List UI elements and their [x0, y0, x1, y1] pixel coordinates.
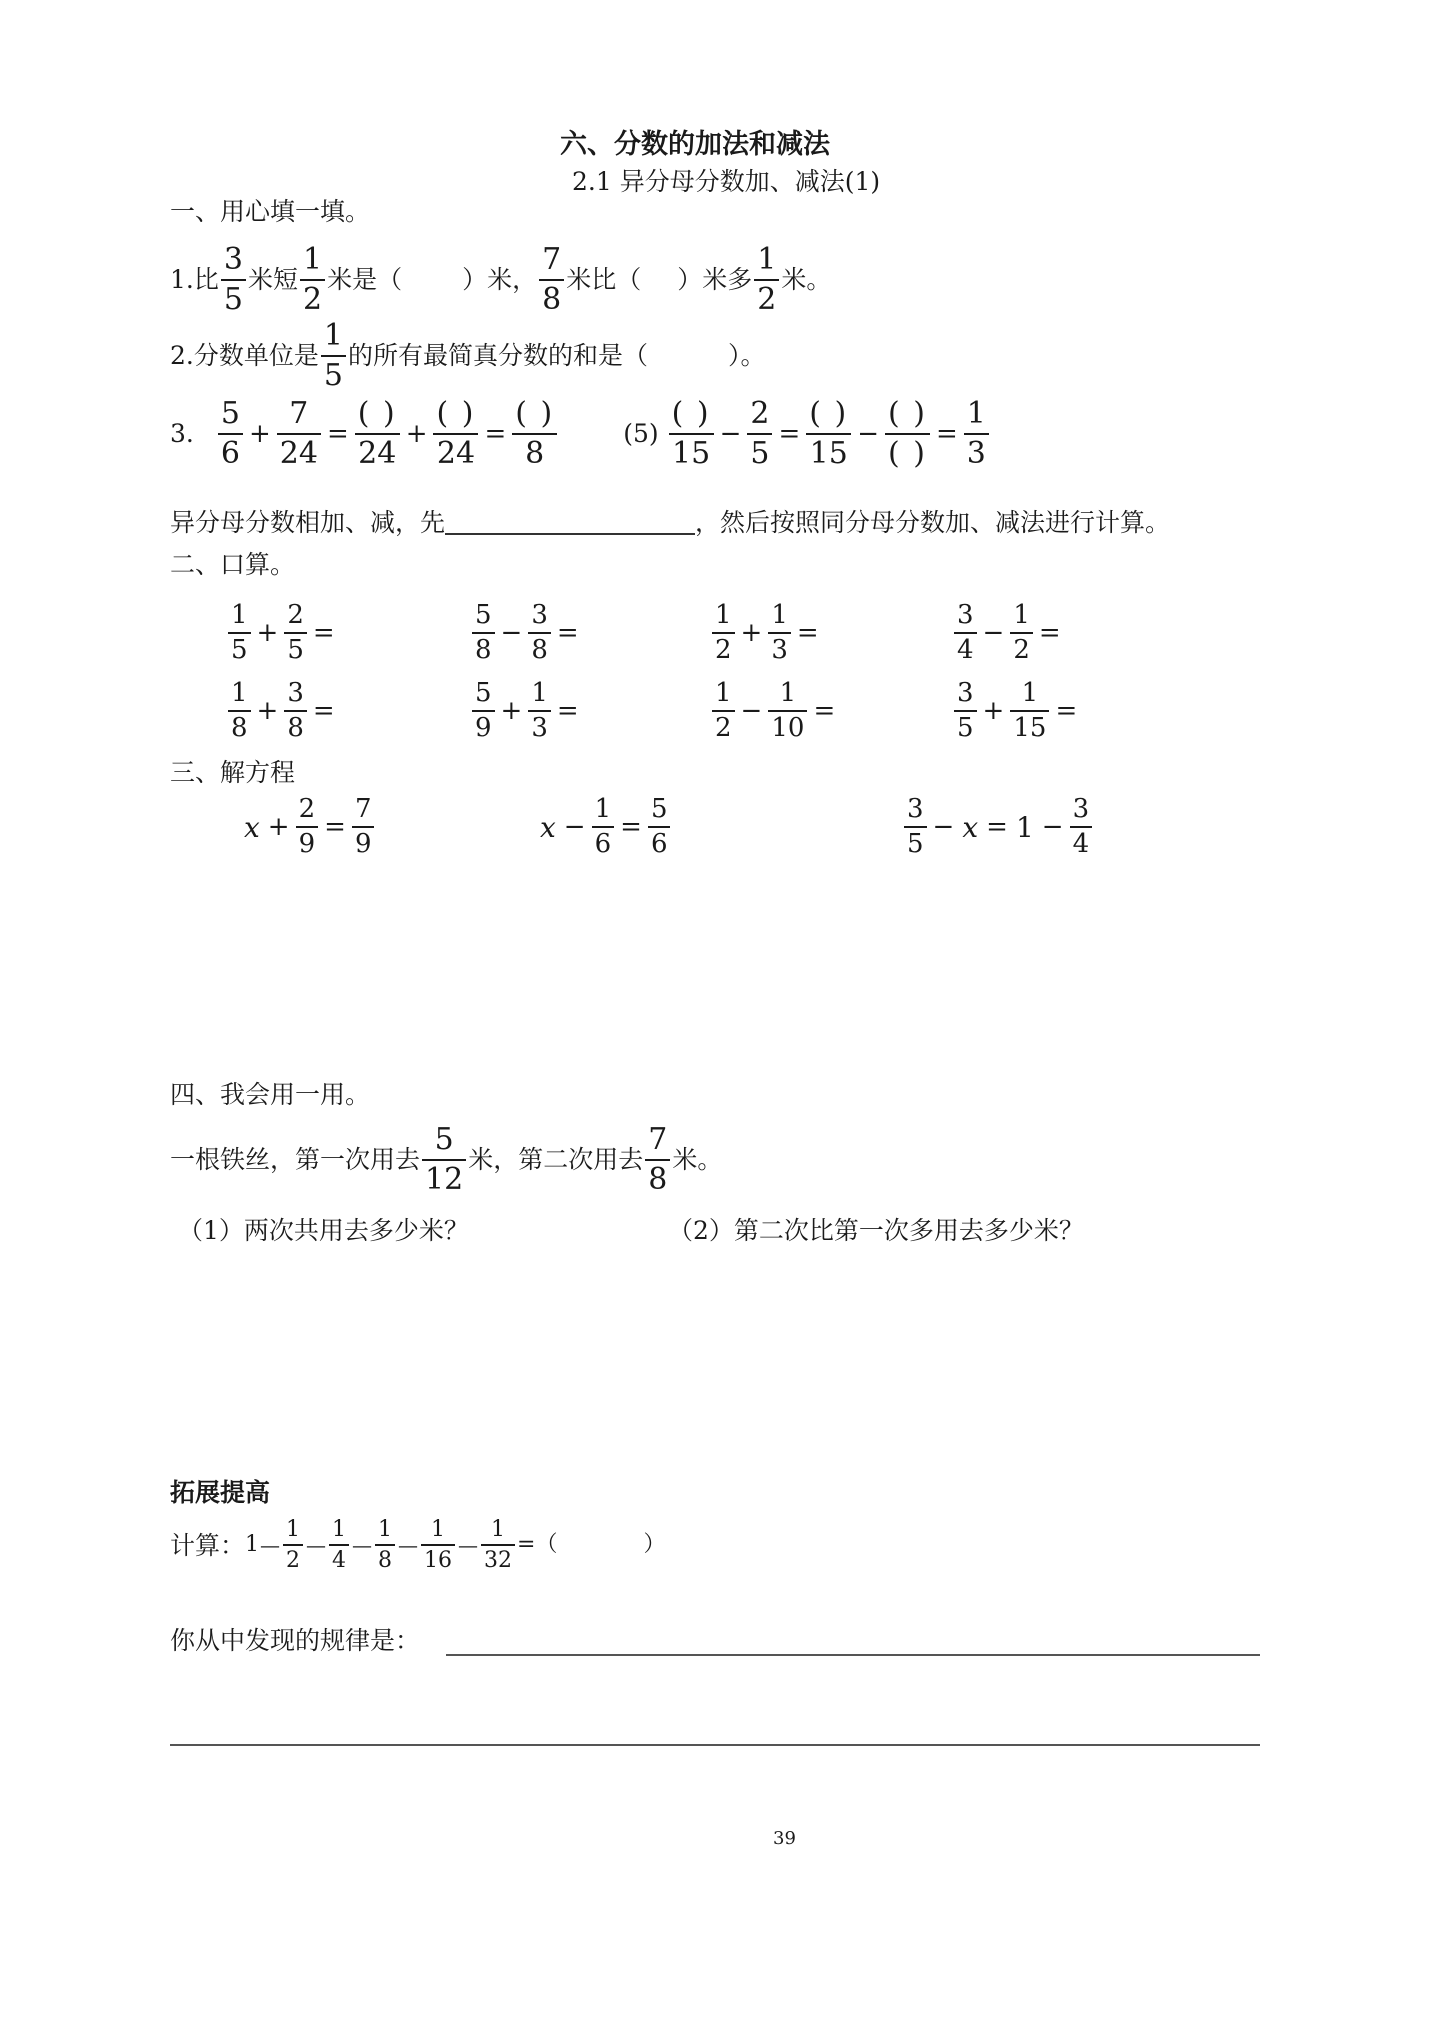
sub-question-1: （1）两次共用去多少米？: [178, 1216, 469, 1245]
fraction: $\frac{3}{8}$: [528, 602, 551, 665]
fraction: $\frac{1}{5}$: [228, 602, 251, 665]
fraction: $\frac{1}{3}$: [964, 398, 989, 469]
mental-math-problem: $\frac{1}{8}$ + $\frac{3}{8}$ =: [226, 680, 339, 743]
fraction: $\frac{1}{2}$: [754, 244, 779, 315]
fraction: $\frac{3}{5}$: [221, 244, 246, 315]
mental-math-problem: $\frac{3}{4}$ − $\frac{1}{2}$ =: [952, 602, 1065, 665]
fraction-blank[interactable]: $\frac{( )}{15}$: [669, 398, 714, 469]
fraction: $\frac{3}{5}$: [954, 680, 977, 743]
page-number: 39: [773, 1828, 796, 1849]
sub-question-2: （2）第二次比第一次多用去多少米？: [668, 1216, 1084, 1245]
mental-math-problem: $\frac{5}{8}$ − $\frac{3}{8}$ =: [470, 602, 583, 665]
fraction: $\frac{1}{32}$: [481, 1518, 515, 1572]
answer-line[interactable]: [170, 1744, 1260, 1746]
pattern-prompt: 你从中发现的规律是：: [170, 1626, 421, 1655]
fraction: $\frac{1}{2}$: [300, 244, 325, 315]
fraction: $\frac{7}{24}$: [277, 398, 321, 469]
fraction: $\frac{5}{6}$: [648, 796, 671, 859]
lesson-subtitle: 2.1 异分母分数加、减法(1): [572, 167, 881, 196]
fraction-blank[interactable]: $\frac{( )}{( )}$: [885, 398, 930, 469]
equation-3: $\frac{3}{5}$ − x = 1 − $\frac{3}{4}$: [902, 796, 1094, 859]
fraction: $\frac{1}{2}$: [1010, 602, 1033, 665]
fraction-blank[interactable]: $\frac{( )}{24}$: [355, 398, 400, 469]
mental-math-problem: $\frac{1}{2}$ − $\frac{1}{10}$ =: [710, 680, 839, 743]
fraction: $\frac{1}{15}$: [1010, 680, 1049, 743]
section-3-heading: 三、解方程: [170, 758, 296, 787]
section-2-heading: 二、口算。: [170, 550, 296, 579]
fraction: $\frac{3}{4}$: [954, 602, 977, 665]
fraction: $\frac{1}{8}$: [228, 680, 251, 743]
fraction-blank[interactable]: $\frac{( )}{8}$: [512, 398, 557, 469]
rule-statement: 异分母分数相加、减，先 ，然后按照同分母分数加、减法进行计算。: [170, 508, 1171, 537]
fraction: $\frac{2}{5}$: [284, 602, 307, 665]
fraction: $\frac{2}{9}$: [296, 796, 319, 859]
fraction-blank[interactable]: $\frac{( )}{15}$: [806, 398, 851, 469]
extension-calculation: 计算： 1 — $\frac{1}{2}$ — $\frac{1}{4}$ — $\frac{1}{8}$ — $\frac{1}{16}$ — $\frac{1}{32}$ =（ ）: [170, 1517, 666, 1574]
extension-heading: 拓展提高: [170, 1478, 271, 1507]
fraction: $\frac{3}{8}$: [284, 680, 307, 743]
section-1-heading: 一、用心填一填。: [170, 197, 371, 226]
question-3: 3. $\frac{5}{6}$ + $\frac{7}{24}$ = $\frac{( )}{24}$ + $\frac{( )}{24}$ = $\frac{( )}{8}$ (5) $\frac{( )}{15}$ − $\frac{2}{5}$ = $\frac{( )}{15}$ − $\frac{( )}{( )}$ = $\frac{1}{3}$: [170, 398, 991, 469]
fraction: $\frac{3}{5}$: [904, 796, 927, 859]
question-2: 2.分数单位是 $\frac{1}{5}$ 的所有最简真分数的和是（ ）。: [170, 318, 766, 393]
fraction: $\frac{3}{4}$: [1070, 796, 1093, 859]
equation-2: x − $\frac{1}{6}$ = $\frac{5}{6}$: [536, 796, 672, 859]
fraction: $\frac{7}{8}$: [645, 1124, 670, 1195]
section-4-heading: 四、我会用一用。: [170, 1080, 371, 1109]
fraction: $\frac{1}{2}$: [283, 1518, 303, 1572]
mental-math-problem: $\frac{3}{5}$ + $\frac{1}{15}$ =: [952, 680, 1081, 743]
mental-math-grid: [226, 602, 1126, 762]
fraction: $\frac{2}{5}$: [747, 398, 772, 469]
fraction: $\frac{1}{4}$: [329, 1518, 349, 1572]
fraction: $\frac{7}{9}$: [352, 796, 375, 859]
fraction: $\frac{5}{9}$: [472, 680, 495, 743]
fraction: $\frac{1}{16}$: [421, 1518, 455, 1572]
fraction: $\frac{1}{6}$: [592, 796, 615, 859]
word-problem: 一根铁丝，第一次用去 $\frac{5}{12}$ 米，第二次用去 $\frac{7}{8}$ 米。: [170, 1122, 723, 1197]
fraction: $\frac{1}{3}$: [528, 680, 551, 743]
fraction: $\frac{1}{8}$: [375, 1518, 395, 1572]
fraction: $\frac{1}{3}$: [768, 602, 791, 665]
fraction: $\frac{5}{8}$: [472, 602, 495, 665]
fraction: $\frac{5}{6}$: [218, 398, 243, 469]
fraction: $\frac{1}{2}$: [712, 680, 735, 743]
question-1: 1.比 $\frac{3}{5}$ 米短 $\frac{1}{2}$ 米是（ ）米， $\frac{7}{8}$ 米比（ ）米多 $\frac{1}{2}$ 米。: [170, 242, 832, 317]
mental-math-problem: $\frac{5}{9}$ + $\frac{1}{3}$ =: [470, 680, 583, 743]
page-title: 六、分数的加法和减法: [560, 129, 830, 160]
fraction: $\frac{7}{8}$: [539, 244, 564, 315]
mental-math-problem: $\frac{1}{2}$ + $\frac{1}{3}$ =: [710, 602, 823, 665]
fraction-blank[interactable]: $\frac{( )}{24}$: [433, 398, 478, 469]
fraction: $\frac{1}{10}$: [768, 680, 807, 743]
mental-math-problem: $\frac{1}{5}$ + $\frac{2}{5}$ =: [226, 602, 339, 665]
fraction: $\frac{1}{5}$: [321, 320, 346, 391]
fraction: $\frac{1}{2}$: [712, 602, 735, 665]
equation-1: x + $\frac{2}{9}$ = $\frac{7}{9}$: [240, 796, 376, 859]
answer-line[interactable]: [446, 1654, 1260, 1656]
rule-blank[interactable]: [445, 511, 695, 535]
fraction: $\frac{5}{12}$: [422, 1124, 466, 1195]
